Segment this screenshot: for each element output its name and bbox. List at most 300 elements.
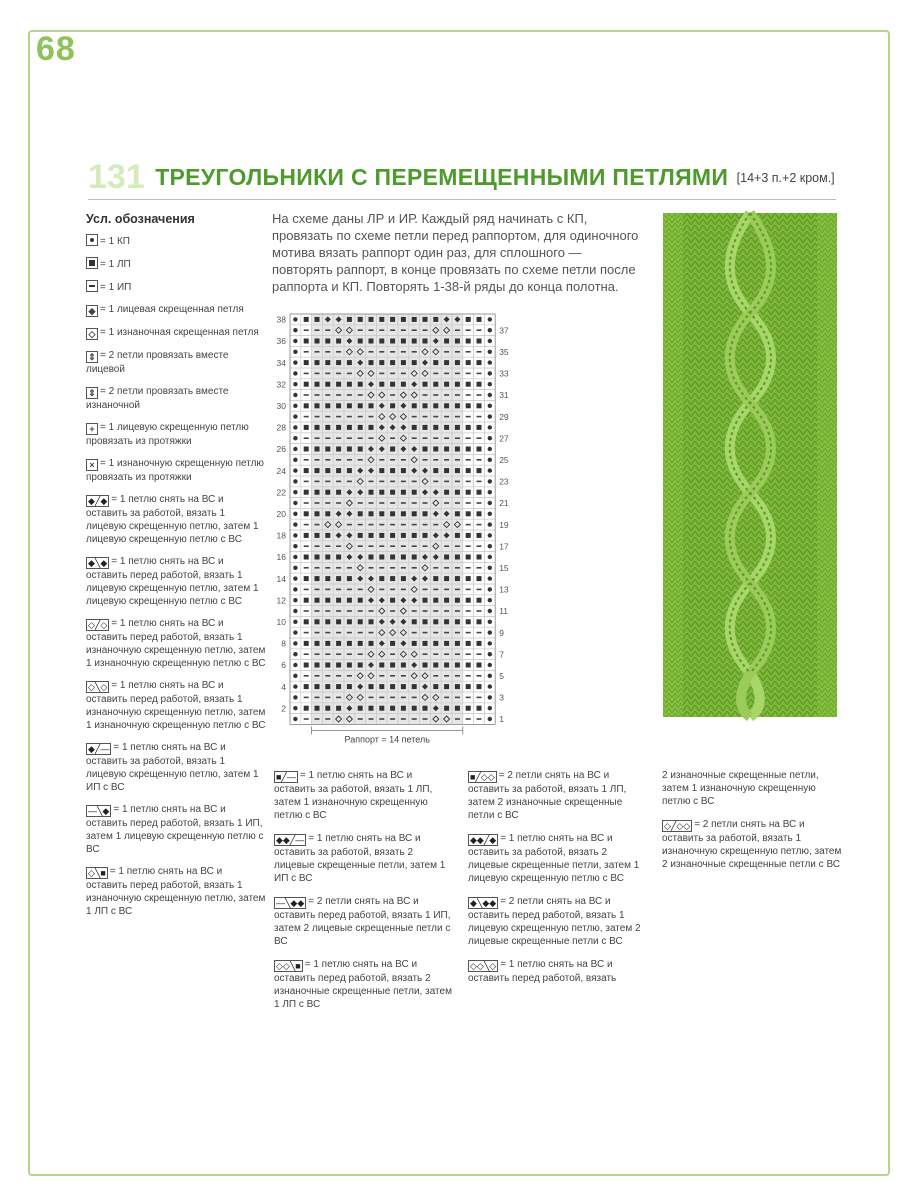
purl-mark (477, 589, 482, 591)
knit-mark (304, 555, 309, 560)
cable-icon: ◆◆╱◆ (470, 835, 497, 845)
legend-item-text: = 1 петлю снять на ВС и оставить перед работой, вязать 1 ИП, затем 1 лицевую скрещенную петлю с ВС (86, 804, 264, 855)
selvedge-mark (293, 490, 297, 494)
knit-mark (401, 576, 406, 581)
knit-mark (477, 511, 482, 516)
purl-mark (347, 394, 352, 396)
purl-mark (477, 675, 482, 677)
purl-mark (433, 394, 438, 396)
purl-mark (412, 524, 417, 526)
knit-mark (390, 684, 395, 689)
knit-mark (412, 533, 417, 538)
row-label-left: 16 (276, 552, 286, 563)
purl-mark (466, 632, 471, 634)
knitted-sample-photo (663, 213, 837, 717)
purl-mark (390, 437, 395, 439)
knit-mark (412, 555, 417, 560)
selvedge-mark (293, 533, 297, 537)
selvedge-mark (488, 501, 492, 505)
purl-mark (423, 632, 428, 634)
purl-mark (369, 502, 374, 504)
purl-mark (466, 653, 471, 655)
legend-item (86, 234, 266, 248)
purl-mark (347, 524, 352, 526)
row-label-left: 12 (276, 595, 286, 606)
row-label-right: 17 (499, 541, 509, 552)
knit-mark (336, 468, 341, 473)
knit-mark (433, 576, 438, 581)
knit-mark (433, 468, 438, 473)
legend-item (468, 958, 650, 985)
purl-mark (477, 610, 482, 612)
knit-mark (401, 382, 406, 387)
purl-mark (304, 567, 309, 569)
purl-mark (358, 653, 363, 655)
knit-mark (477, 684, 482, 689)
selvedge-mark (488, 717, 492, 721)
knit-mark (347, 317, 352, 322)
purl-mark (390, 675, 395, 677)
selvedge-mark (293, 576, 297, 580)
purl-mark (444, 567, 449, 569)
knit-mark (423, 382, 428, 387)
purl-mark (304, 351, 309, 353)
legend-item-text: = 1 петлю снять на ВС и оставить перед работой, вязать 1 лицевую скрещенную петлю, затем 1 лицевую скрещенную петлю с ВС (86, 556, 259, 607)
purl-mark (466, 394, 471, 396)
row-label-left: 24 (276, 465, 286, 476)
selvedge-mark (293, 706, 297, 710)
knit-mark (401, 490, 406, 495)
purl-mark (423, 589, 428, 591)
purl-mark (455, 394, 460, 396)
knit-mark (369, 684, 374, 689)
purl-mark (433, 416, 438, 418)
purl-mark (390, 373, 395, 375)
purl-mark (315, 524, 320, 526)
knit-mark (423, 706, 428, 711)
selvedge-mark (293, 468, 297, 472)
knit-mark (466, 576, 471, 581)
purl-mark (433, 481, 438, 483)
selvedge-mark (293, 479, 297, 483)
purl-mark (466, 351, 471, 353)
selvedge-mark (488, 566, 492, 570)
purl-mark (390, 524, 395, 526)
pattern-title: ТРЕУГОЛЬНИКИ С ПЕРЕМЕЩЕННЫМИ ПЕТЛЯМИ (155, 164, 729, 190)
purl-mark (304, 632, 309, 634)
pattern-instructions: На схеме даны ЛР и ИР. Каждый ряд начинать с КП, провязать по схеме петли перед раппортом, для одиночного мотива вязать раппорт один раз, для сплошного — повторять раппорт, в конце провязать по схеме петли после раппорта и КП. Повторять 1-38-й ряды до конца полотна. (272, 211, 639, 294)
knit-mark (401, 360, 406, 365)
purl-mark (401, 481, 406, 483)
cable-icon: ◆◆╱— (276, 835, 305, 845)
purl-mark (325, 589, 330, 591)
row-label-left: 30 (276, 401, 286, 412)
selvedge-mark (488, 328, 492, 332)
purl-mark (390, 610, 395, 612)
purl-mark (423, 653, 428, 655)
knit-mark (477, 555, 482, 560)
row-label-right: 31 (499, 390, 509, 401)
purl-mark (325, 610, 330, 612)
knit-mark (358, 641, 363, 646)
knit-mark (369, 533, 374, 538)
knit-mark (379, 490, 384, 495)
knit-mark (433, 447, 438, 452)
knit-mark (390, 360, 395, 365)
purl-mark (347, 481, 352, 483)
purl-mark (347, 589, 352, 591)
knit-mark (379, 555, 384, 560)
purl-mark (477, 459, 482, 461)
knit-mark (325, 576, 330, 581)
cable-left-purl-icon: ◇╲◇ (88, 682, 108, 692)
knit-mark (379, 382, 384, 387)
purl-mark (336, 437, 341, 439)
selvedge-mark (488, 684, 492, 688)
knit-mark (315, 706, 320, 711)
knit-mark (444, 360, 449, 365)
purl-mark (325, 567, 330, 569)
purl-mark (466, 437, 471, 439)
knit-mark (358, 663, 363, 668)
purl-mark (455, 481, 460, 483)
legend-item-text: = 1 петлю снять на ВС и оставить перед работой, вязать 1 изнаночную скрещенную петлю, затем 1 изнаночную скрещенную петлю с ВС (86, 680, 266, 731)
purl-mark (401, 329, 406, 331)
cable-icon: —╲◆◆ (276, 898, 305, 908)
purl-mark (433, 373, 438, 375)
purl-mark (304, 459, 309, 461)
purl-mark (390, 589, 395, 591)
row-label-left: 38 (276, 314, 286, 325)
knit-mark (444, 382, 449, 387)
row-label-left: 10 (276, 617, 286, 628)
knit-mark (423, 511, 428, 516)
purl-mark (369, 718, 374, 720)
purl-mark (358, 589, 363, 591)
knit-mark (347, 447, 352, 452)
knit-mark (477, 533, 482, 538)
knit-mark (304, 360, 309, 365)
knit-mark (477, 619, 482, 624)
purl-mark (401, 675, 406, 677)
purl-mark (466, 545, 471, 547)
purl-mark (379, 589, 384, 591)
knit-mark (390, 555, 395, 560)
knit-mark (315, 360, 320, 365)
purl-stitch-icon (86, 280, 98, 292)
knit-mark (455, 490, 460, 495)
purl-mark (433, 567, 438, 569)
knit-mark (401, 555, 406, 560)
knit-mark (379, 511, 384, 516)
selvedge-mark (293, 609, 297, 613)
row-label-left: 26 (276, 444, 286, 455)
purl-mark (477, 351, 482, 353)
purl-mark (304, 437, 309, 439)
knit-mark (347, 684, 352, 689)
knit-mark (315, 533, 320, 538)
purl-mark (433, 437, 438, 439)
knit-mark (390, 706, 395, 711)
knit-mark (390, 533, 395, 538)
knit-mark (423, 619, 428, 624)
legend-item-text: 2 изнаночные скрещенные петли, затем 1 изнаночную скрещенную петлю с ВС (662, 770, 819, 807)
selvedge-mark (293, 555, 297, 559)
knit-mark (325, 403, 330, 408)
selvedge-mark (293, 371, 297, 375)
purl-mark (466, 416, 471, 418)
knit-mark (466, 425, 471, 430)
purl-mark (477, 502, 482, 504)
purl-mark (412, 416, 417, 418)
purl-mark (390, 697, 395, 699)
purl-mark (379, 373, 384, 375)
selvedge-mark (488, 479, 492, 483)
purl-mark (347, 567, 352, 569)
purl-mark (477, 481, 482, 483)
purl-mark (444, 632, 449, 634)
selvedge-mark (293, 587, 297, 591)
knit-mark (336, 555, 341, 560)
purl-mark (455, 675, 460, 677)
purl-mark (423, 718, 428, 720)
knit-mark (466, 468, 471, 473)
selvedge-mark (488, 339, 492, 343)
knit-mark (358, 619, 363, 624)
knit-mark (455, 598, 460, 603)
selvedge-mark (293, 458, 297, 462)
purl-mark (315, 351, 320, 353)
purl-mark (358, 545, 363, 547)
cable-icon: ◆╲◆◆ (470, 898, 497, 908)
knit-mark (433, 317, 438, 322)
purl-mark (466, 524, 471, 526)
p2tog-icon: ⇕ (86, 387, 98, 399)
purl-mark (401, 502, 406, 504)
knit-mark (412, 339, 417, 344)
knit-mark (412, 641, 417, 646)
knit-mark (325, 663, 330, 668)
purl-mark (347, 459, 352, 461)
knit-mark (304, 641, 309, 646)
purl-mark (412, 502, 417, 504)
purl-mark (444, 481, 449, 483)
selvedge-mark (293, 544, 297, 548)
knit-mark (369, 706, 374, 711)
knit-mark (390, 339, 395, 344)
purl-mark (412, 610, 417, 612)
purl-mark (466, 589, 471, 591)
purl-mark (423, 394, 428, 396)
legend-item (662, 769, 842, 808)
row-label-right: 3 (499, 692, 504, 703)
knit-mark (433, 403, 438, 408)
purl-mark (401, 567, 406, 569)
purl-mark (315, 502, 320, 504)
purl-mark (358, 718, 363, 720)
purl-mark (304, 373, 309, 375)
purl-mark (315, 718, 320, 720)
purl-mark (358, 329, 363, 331)
knit-mark (379, 339, 384, 344)
purl-mark (304, 653, 309, 655)
knit-mark (369, 339, 374, 344)
purl-mark (369, 567, 374, 569)
selvedge-stitch-icon (86, 234, 98, 246)
purl-mark (358, 524, 363, 526)
purl-mark (466, 373, 471, 375)
legend-item (274, 832, 456, 885)
selvedge-mark (488, 458, 492, 462)
row-label-left: 14 (276, 573, 286, 584)
knit-mark (466, 511, 471, 516)
knit-mark (347, 360, 352, 365)
legend-item (274, 769, 456, 822)
knit-mark (401, 706, 406, 711)
purl-mark (477, 632, 482, 634)
knit-mark (477, 576, 482, 581)
purl-mark (379, 524, 384, 526)
knit-mark (304, 382, 309, 387)
twisted-purl-icon: ◇ (86, 328, 98, 340)
selvedge-mark (488, 544, 492, 548)
m1-knit-icon: + (86, 423, 98, 435)
knit-mark (304, 339, 309, 344)
purl-mark (433, 459, 438, 461)
knit-mark (412, 619, 417, 624)
knit-mark (412, 403, 417, 408)
purl-mark (412, 718, 417, 720)
selvedge-mark (293, 630, 297, 634)
repeat-label: Раппорт = 14 петель (344, 734, 430, 745)
selvedge-mark (293, 393, 297, 397)
knit-mark (390, 663, 395, 668)
purl-mark (390, 567, 395, 569)
purl-mark (466, 502, 471, 504)
purl-mark (336, 416, 341, 418)
purl-mark (423, 329, 428, 331)
purl-mark (336, 567, 341, 569)
knit-mark (336, 684, 341, 689)
purl-mark (444, 653, 449, 655)
knit-mark (304, 403, 309, 408)
selvedge-mark (488, 317, 492, 321)
knit-mark (325, 425, 330, 430)
knit-mark (455, 382, 460, 387)
selvedge-mark (488, 641, 492, 645)
purl-mark (325, 653, 330, 655)
knit-mark (423, 339, 428, 344)
legend-item (86, 555, 266, 608)
knit-mark (304, 663, 309, 668)
purl-mark (401, 373, 406, 375)
legend-item-text: = 1 изнаночная скрещенная петля (100, 327, 259, 338)
knit-mark (358, 598, 363, 603)
selvedge-mark (293, 566, 297, 570)
knit-mark (401, 317, 406, 322)
purl-mark (390, 502, 395, 504)
purl-mark (325, 502, 330, 504)
purl-mark (358, 632, 363, 634)
row-label-right: 1 (499, 714, 504, 725)
selvedge-mark (488, 382, 492, 386)
purl-mark (455, 459, 460, 461)
purl-mark (347, 416, 352, 418)
selvedge-mark (293, 350, 297, 354)
knit-mark (347, 598, 352, 603)
knit-mark (401, 684, 406, 689)
knit-mark (455, 555, 460, 560)
purl-mark (325, 394, 330, 396)
legend-item (86, 617, 266, 670)
knit-mark (433, 425, 438, 430)
row-label-right: 29 (499, 411, 509, 422)
knit-mark (444, 576, 449, 581)
knit-mark (444, 555, 449, 560)
row-label-left: 32 (276, 379, 286, 390)
knit-mark (466, 619, 471, 624)
knit-mark (423, 663, 428, 668)
knit-mark (379, 533, 384, 538)
selvedge-mark (293, 404, 297, 408)
knit-mark (444, 663, 449, 668)
knit-mark (455, 684, 460, 689)
purl-mark (423, 437, 428, 439)
purl-mark (315, 329, 320, 331)
purl-mark (401, 697, 406, 699)
knit-mark (412, 684, 417, 689)
selvedge-mark (488, 587, 492, 591)
knit-mark (423, 317, 428, 322)
knit-mark (336, 490, 341, 495)
purl-mark (336, 697, 341, 699)
selvedge-mark (293, 674, 297, 678)
legend-item (468, 832, 650, 885)
pattern-number: 131 (88, 158, 145, 196)
selvedge-mark (488, 533, 492, 537)
purl-mark (423, 524, 428, 526)
purl-mark (369, 329, 374, 331)
selvedge-mark (488, 447, 492, 451)
purl-mark (412, 545, 417, 547)
legend-item (86, 326, 266, 340)
selvedge-mark (293, 501, 297, 505)
purl-mark (455, 697, 460, 699)
row-label-left: 18 (276, 530, 286, 541)
purl-mark (369, 481, 374, 483)
purl-mark (325, 632, 330, 634)
cable-icon: ■╱— (276, 772, 296, 782)
knit-mark (304, 684, 309, 689)
purl-mark (390, 545, 395, 547)
knit-mark (369, 511, 374, 516)
purl-mark (336, 373, 341, 375)
knit-mark (369, 403, 374, 408)
knit-mark (358, 382, 363, 387)
knit-mark (455, 576, 460, 581)
purl-mark (336, 610, 341, 612)
knit-mark (444, 490, 449, 495)
knit-mark (423, 447, 428, 452)
purl-mark (477, 394, 482, 396)
purl-mark (455, 610, 460, 612)
knit-mark (358, 511, 363, 516)
knit-mark (444, 598, 449, 603)
knit-mark (315, 684, 320, 689)
cable-left-knit-icon: ◆╲◆ (88, 558, 108, 568)
purl-mark (433, 632, 438, 634)
knit-mark (336, 641, 341, 646)
